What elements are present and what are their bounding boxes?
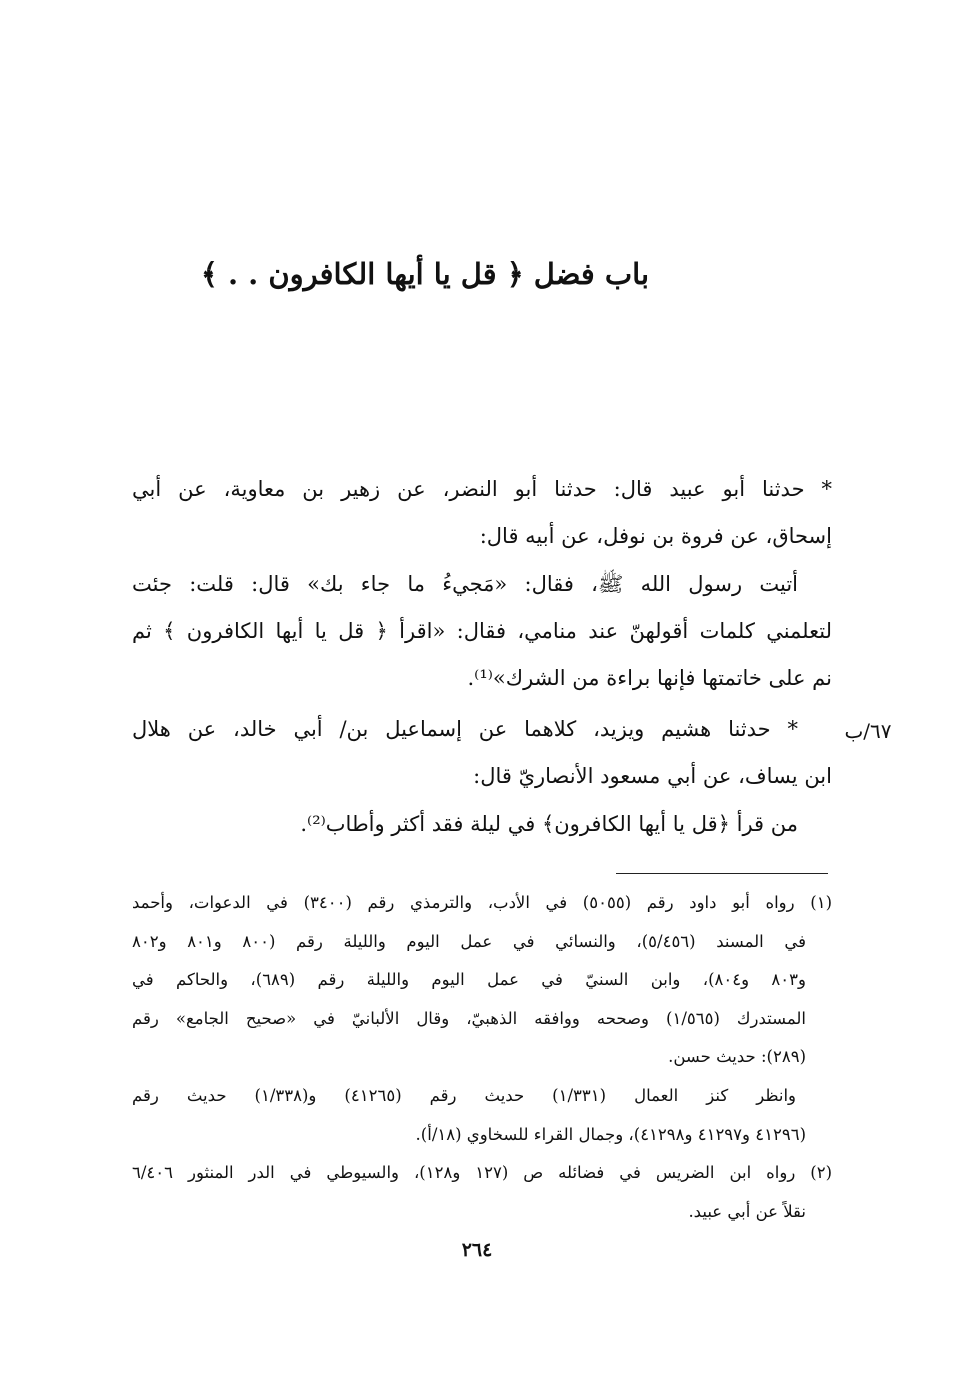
footnote-line: في المسند (٥/٤٥٦)، والنسائي في عمل اليوم والليلة رقم (٨٠٠ و٨٠١ و٨٠٢ — [132, 931, 806, 951]
page-number: ٢٦٤ — [461, 1239, 493, 1261]
hadith-paragraph-3 — [132, 706, 832, 800]
footnote-line: (٢) رواه ابن الضريس في فضائله ص (١٢٧ و١٢٨)، والسيوطي في الدر المنثور ٦/٤٠٦ — [132, 1163, 833, 1183]
text-line: أتيت رسول الله ﷺ، فقال: «مَجيءُ ما جاء بك» قال: قلت: جئت — [132, 572, 798, 596]
text-line: إسحاق، عن فروة بن نوفل، عن أبيه قال: — [479, 524, 832, 548]
footnote-line: و٨٠٣ و٨٠٤)، وابن السنيّ في عمل اليوم والليلة رقم (٦٨٩)، والحاكم في — [132, 970, 806, 990]
footnote-line: (٤١٢٩٦ و٤١٢٩٧ و٤١٢٩٨)، وجمال القراء للسخاوي (١٨/أ). — [415, 1124, 806, 1144]
text-line: * حدثنا أبو عبيد قال: حدثنا أبو النضر، عن زهير بن معاوية، عن أبي — [132, 477, 832, 501]
chapter-title: باب فضل ﴿ قل يا أيها الكافرون . . ﴾ — [200, 257, 650, 291]
footnote-line: وانظر كنز العمال (١/٣٣١) حديث رقم (٤١٢٦٥) و(١/٣٣٨) حديث رقم — [132, 1085, 796, 1105]
hadith-paragraph-4 — [132, 801, 832, 848]
text-line: * حدثنا هشيم ويزيد، كلاهما عن إسماعيل بن/ أبي خالد، عن هلال — [132, 717, 798, 741]
manuscript-folio-marker: ٦٧/ب — [844, 719, 892, 743]
hadith-paragraph-1 — [132, 466, 832, 560]
text-line: ابن يساف، عن أبي مسعود الأنصاريّ قال: — [473, 764, 832, 788]
footnote-line: (١) رواه أبو داود رقم (٥٠٥٥) في الأدب، والترمذي رقم (٣٤٠٠) في الدعوات، وأحمد — [132, 893, 832, 912]
text-line: لتعلمني كلمات أقولهنّ عند منامي، فقال: «اقرأ ﴿ قل يا أيها الكافرون ﴾ ثم — [132, 619, 832, 643]
footnote-line: نقلاً عن أبي عبيد. — [688, 1201, 806, 1221]
text-line: من قرأ ﴿قل يا أيها الكافرون﴾ في ليلة فقد أكثر وأطاب⁽²⁾. — [300, 812, 798, 836]
footnote-1 — [132, 884, 832, 1154]
footnote-line: (٢٨٩): حديث حسن. — [668, 1047, 806, 1067]
footnote-line: المستدرك (١/٥٦٥) وصححه ووافقه الذهبيّ، وقال الألبانيّ في «صحيح الجامع» رقم — [132, 1008, 806, 1028]
text-line: نم على خاتمتها فإنها براءة من الشرك»⁽¹⁾. — [467, 666, 832, 690]
footnotes — [132, 884, 832, 1231]
footnote-divider — [616, 873, 828, 874]
footnote-2 — [132, 1154, 832, 1231]
hadith-paragraph-2 — [132, 561, 832, 702]
